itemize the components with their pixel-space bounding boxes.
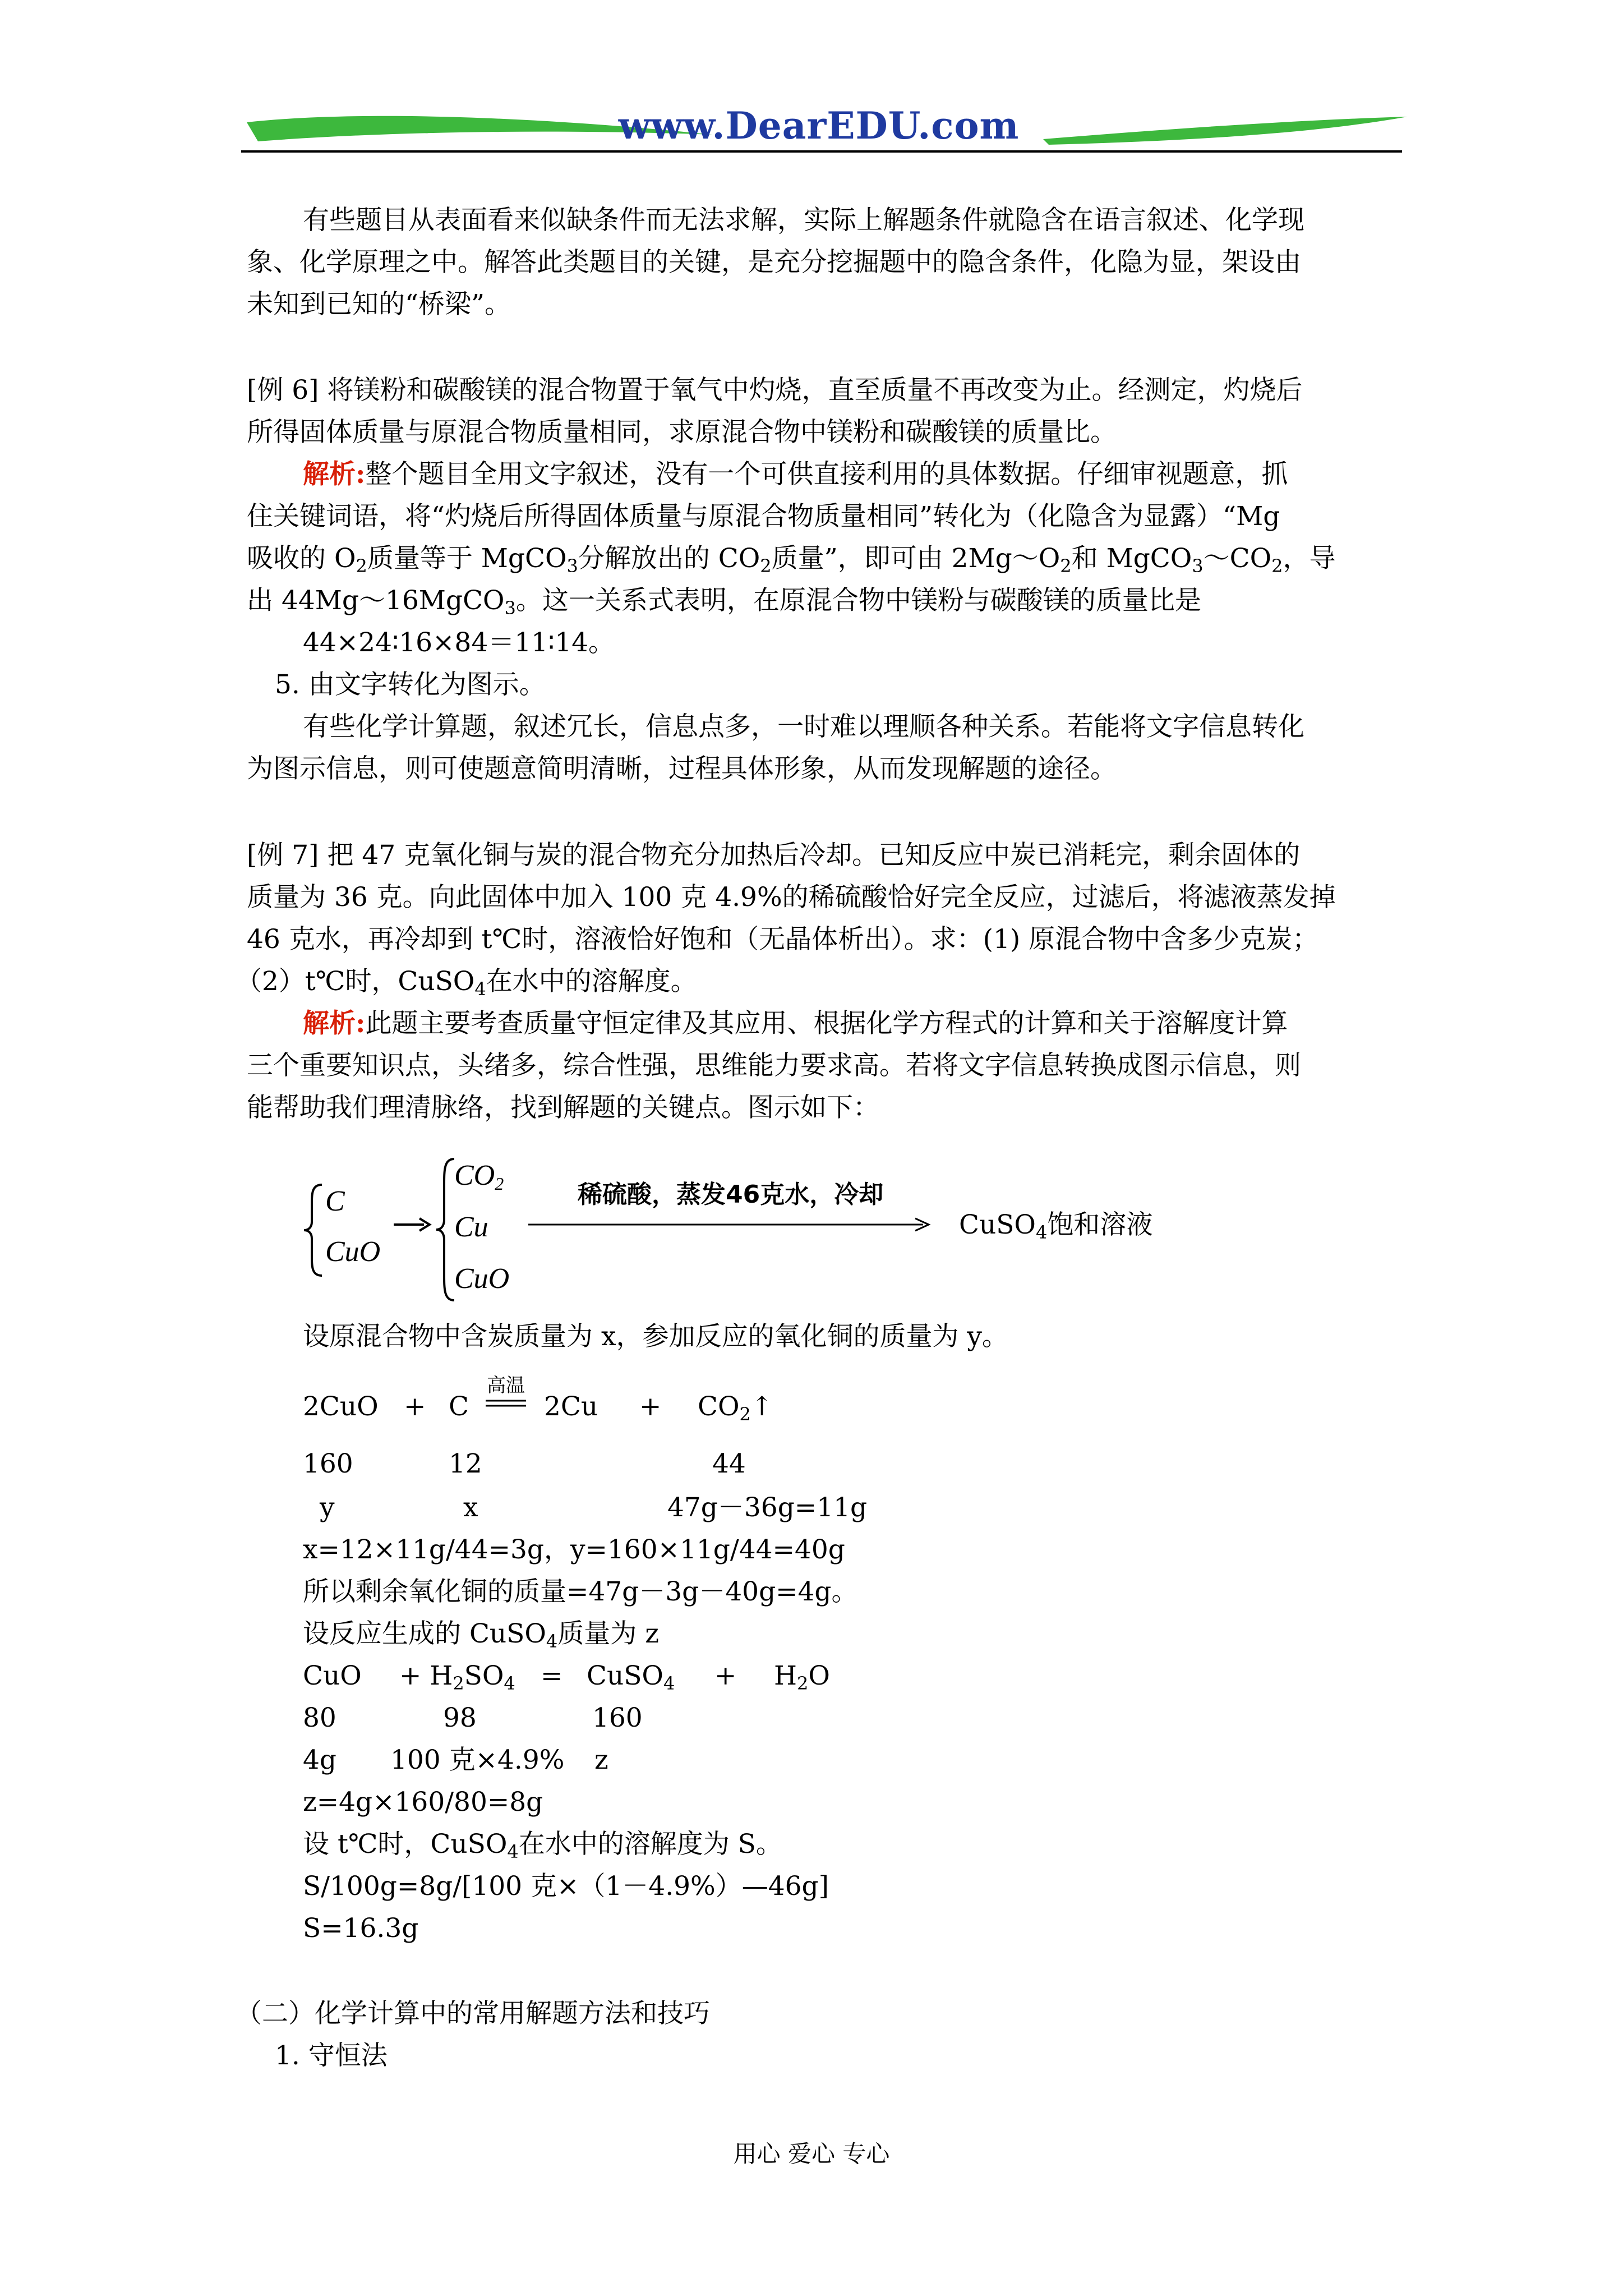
molar-mass-cuo-2: 80 bbox=[303, 1703, 336, 1733]
part2-title: （二）化学计算中的常用解题方法和技巧 bbox=[236, 1998, 710, 2029]
molar-mass-co2: 44 bbox=[712, 1448, 746, 1479]
header-rule bbox=[241, 150, 1402, 153]
example7-analysis-line-2: 三个重要知识点，头绪多，综合性强，思维能力要求高。若将文字信息转换成图示信息，则 bbox=[247, 1050, 1301, 1081]
mass-co2-value: 47g－36g=11g bbox=[667, 1492, 868, 1523]
example6-analysis-line-1: 解析:整个题目全用文字叙述，没有一个可供直接利用的具体数据。仔细审视题意，抓 bbox=[303, 459, 1288, 490]
calc-line-3: z=4g×160/80=8g bbox=[303, 1787, 543, 1818]
site-logo-text: www.DearEDU.com bbox=[618, 104, 1020, 148]
section5-title: 5. 由文字转化为图示。 bbox=[275, 669, 546, 700]
example7-line-4: （2）t℃时，CuSO$_4$在水中的溶解度。 bbox=[236, 966, 697, 1000]
long-arrow-icon bbox=[527, 1216, 931, 1233]
example7-analysis-line-1: 解析:此题主要考查质量守恒定律及其应用、根据化学方程式的计算和关于溶解度计算 bbox=[303, 1008, 1288, 1039]
part2-item-1: 1. 守恒法 bbox=[275, 2040, 388, 2071]
solution-setup: 设原混合物中含炭质量为 x，参加反应的氧化铜的质量为 y。 bbox=[303, 1321, 1008, 1352]
unknown-x: x bbox=[463, 1492, 478, 1523]
product-cu: Cu bbox=[454, 1211, 488, 1243]
arrow-right-icon bbox=[393, 1216, 432, 1233]
analysis-label: 解析: bbox=[303, 1008, 366, 1039]
reaction-condition: 高温 bbox=[487, 1374, 525, 1397]
molar-mass-cuso4: 160 bbox=[592, 1703, 643, 1733]
section5-para-line-2: 为图示信息，则可使题意简明清晰，过程具体形象，从而发现解题的途径。 bbox=[247, 753, 1117, 784]
product-co2: $CO_2$ bbox=[454, 1159, 504, 1194]
set-s-line: 设 t℃时，CuSO$_4$在水中的溶解度为 S。 bbox=[303, 1829, 782, 1862]
intro-line-2: 象、化学原理之中。解答此类题目的关键，是充分挖掘题中的隐含条件，化隐为显，架设由 bbox=[247, 247, 1301, 278]
molar-mass-c: 12 bbox=[449, 1448, 482, 1479]
intro-line-1: 有些题目从表面看来似缺条件而无法求解，实际上解题条件就隐含在语言叙述、化学现 bbox=[303, 205, 1304, 236]
header-swoosh-right-icon bbox=[1043, 112, 1408, 146]
product-cuo: CuO bbox=[454, 1263, 510, 1295]
final-product: CuSO$_4$饱和溶液 bbox=[959, 1209, 1153, 1243]
example6-line-1: [例 6] 将镁粉和碳酸镁的混合物置于氧气中灼烧，直至质量不再改变为止。经测定，灼烧后 bbox=[247, 375, 1303, 406]
example6-result: 44×24∶16×84＝11∶14。 bbox=[303, 627, 615, 658]
example6-analysis-line-4: 出 44Mg～16MgCO$_3$。这一关系式表明，在原混合物中镁粉与碳酸镁的质量比是 bbox=[247, 585, 1201, 619]
mass-h2so4-value: 100 克×4.9% bbox=[390, 1745, 565, 1775]
analysis-label: 解析: bbox=[303, 459, 366, 490]
reaction-diagram bbox=[303, 1156, 1200, 1307]
double-equals-icon bbox=[486, 1399, 526, 1410]
molar-mass-h2so4: 98 bbox=[443, 1703, 477, 1733]
set-z-line: 设反应生成的 CuSO$_4$质量为 z bbox=[303, 1618, 659, 1652]
example7-analysis-line-3: 能帮助我们理清脉络，找到解题的关键点。图示如下： bbox=[247, 1092, 879, 1123]
example6-analysis-line-3: 吸收的 $O_2$质量等于 MgCO$_3$分解放出的 $CO_2$质量”，即可由 $2Mg\sim O_2$和 $MgCO_3\sim CO_2$，导 bbox=[247, 543, 1336, 577]
intro-line-3: 未知到已知的“桥梁”。 bbox=[247, 289, 511, 320]
page-header bbox=[241, 105, 1402, 156]
calc-line-2: 所以剩余氧化铜的质量=47g－3g－40g=4g。 bbox=[303, 1576, 858, 1607]
unknown-z: z bbox=[594, 1745, 608, 1775]
mass-cuo-value: 4g bbox=[303, 1745, 336, 1775]
example7-line-2: 质量为 36 克。向此固体中加入 100 克 4.9%的稀硫酸恰好完全反应，过滤后，将滤液蒸发掉 bbox=[247, 882, 1336, 913]
example6-line-2: 所得固体质量与原混合物质量相同，求原混合物中镁粉和碳酸镁的质量比。 bbox=[247, 417, 1117, 448]
reactant-cuo: CuO bbox=[325, 1236, 381, 1268]
unknown-y: y bbox=[320, 1492, 335, 1523]
example7-line-1: [例 7] 把 47 克氧化铜与炭的混合物充分加热后冷却。已知反应中炭已消耗完，剩余固体的 bbox=[247, 840, 1301, 871]
left-brace-icon bbox=[303, 1182, 325, 1278]
calc-line-4: S/100g=8g/[100 克×（1－4.9%）—46g] bbox=[303, 1871, 829, 1902]
document-page: www.DearEDU.com 有些题目从表面看来似缺条件而无法求解，实际上解题条件就隐含在语言叙述、化学现 象、化学原理之中。解答此类题目的关键，是充分挖掘题中的隐含条件，化隐为显，架设由 未知到已知的“桥梁”。 [例 6] 将镁粉和碳酸镁的混合物置于氧气中灼烧，直至质量不再改变为止。经测定，灼烧后 所得固体质量与原混合物质量相同，求原混合物中镁粉和碳酸镁的质量比。 解析:整个题目全用文字叙述，没有一个可供直接利用的具体数据。仔细审视题意，抓 住关键词语，将“灼烧后所得固体质量与原混合物质量相同”转化为（化隐含为显露）“Mg 吸收的 $O_2$质量等于 MgCO$_3$分解放出的 $CO_2$质量”，即可由 $2Mg\sim O_2$和 $MgCO_3\sim CO_2$，导 出 44Mg～16MgCO$_3$。这一关系式表明，在原混合物中镁粉与碳酸镁的质量比是 44×24∶16×84＝11∶14。 5. 由文字转化为图示。 有些化学计算题，叙述冗长，信息点多，一时难以理顺各种关系。若能将文字信息转化 为图示信息，则可使题意简明清晰，过程具体形象，从而发现解题的途径。 [例 7] 把 47 克氧化铜与炭的混合物充分加热后冷却。已知反应中炭已消耗完，剩余固体的 质量为 36 克。向此固体中加入 100 克 4.9%的稀硫酸恰好完全反应，过滤后，将滤液蒸发掉 46 克水，再冷却到 t℃时，溶液恰好饱和（无晶体析出）。求：(1) 原混合物中含多少克炭； （2）t℃时，CuSO$_4$在水中的溶解度。 解析:此题主要考查质量守恒定律及其应用、根据化学方程式的计算和关于溶解度计算 三个重要知识点，头绪多，综合性强，思维能力要求高。若将文字信息转换成图示信息，则 能帮助我们理清脉络，找到解题的关键点。图示如下： C CuO $CO_2$ Cu CuO 稀硫酸，蒸发46克水，冷却 CuSO$_4$饱和溶液 设原混合物中含炭质量为 x，参加反应的氧化铜的质量为 y。 2CuO + C 高温 2Cu + $CO_2↑$ 160 12 44 y x 47g－36g=11g x=12×11g/44=3g，y=160×11g/44=40g 所以剩余氧化铜的质量=47g－3g－40g=4g。 设反应生成的 CuSO$_4$质量为 z CuO + $H_2SO_4$ = CuSO$_4$ + $H_2O$ 80 98 160 4g 100 克×4.9% z z=4g×160/80=8g 设 t℃时，CuSO$_4$在水中的溶解度为 S。 S/100g=8g/[100 克×（1－4.9%）—46g] S=16.3g （二）化学计算中的常用解题方法和技巧 1. 守恒法 用心 爱心 专心 bbox=[0, 0, 1623, 2296]
section5-para-line-1: 有些化学计算题，叙述冗长，信息点多，一时难以理顺各种关系。若能将文字信息转化 bbox=[303, 711, 1304, 742]
example6-analysis-line-2: 住关键词语，将“灼烧后所得固体质量与原混合物质量相同”转化为（化隐含为显露）“Mg bbox=[247, 501, 1280, 532]
reactant-carbon: C bbox=[325, 1185, 345, 1217]
arrow-condition-label: 稀硫酸，蒸发46克水，冷却 bbox=[578, 1180, 884, 1209]
calc-line-5: S=16.3g bbox=[303, 1913, 419, 1944]
molar-mass-cuo: 160 bbox=[303, 1448, 353, 1479]
calc-line-1: x=12×11g/44=3g，y=160×11g/44=40g bbox=[303, 1534, 845, 1565]
example7-line-3: 46 克水，再冷却到 t℃时，溶液恰好饱和（无晶体析出）。求：(1) 原混合物中含多少克炭； bbox=[247, 924, 1319, 955]
page-footer: 用心 爱心 专心 bbox=[733, 2140, 890, 2168]
